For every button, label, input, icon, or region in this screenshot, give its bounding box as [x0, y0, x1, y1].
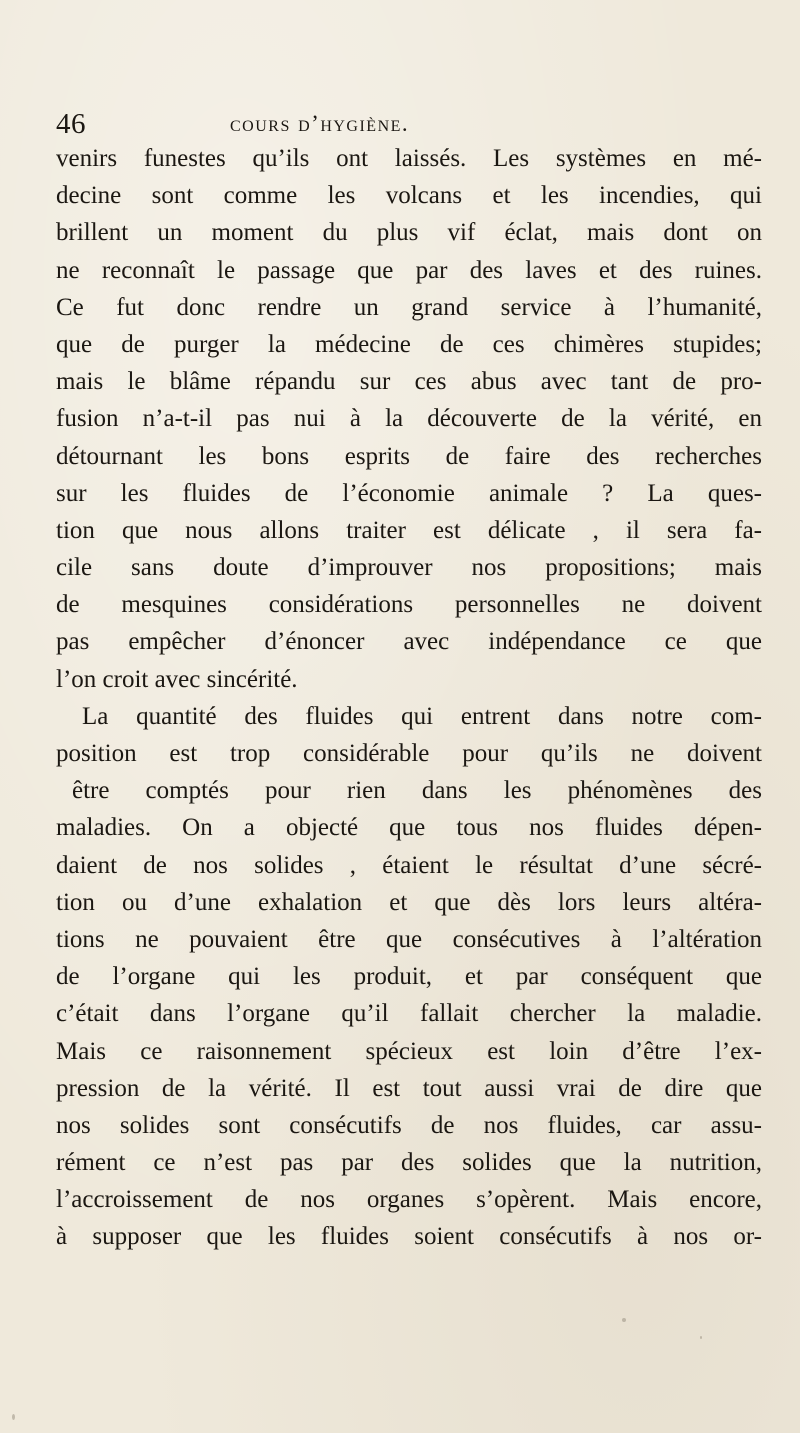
text-line: maladies. On a objecté que tous nos fluides dépen- [56, 814, 762, 842]
paper-speck [700, 1336, 702, 1339]
body-text [56, 140, 762, 1256]
text-line: pression de la vérité. Il est tout aussi vrai de dire que [56, 1074, 762, 1102]
running-title: cours d’hygiène. [230, 111, 410, 136]
text-line: mais le blâme répandu sur ces abus avec tant de pro- [56, 368, 762, 396]
page-header [56, 104, 748, 144]
text-line: position est trop considérable pour qu’ils ne doivent [56, 740, 762, 767]
text-line: l’accroissement de nos organes s’opèrent. Mais encore, [56, 1186, 762, 1214]
text-line: c’était dans l’organe qu’il fallait chercher la maladie. [56, 1000, 762, 1028]
paper-speck [12, 1414, 15, 1420]
text-line: decine sont comme les volcans et les incendies, qui [56, 182, 762, 210]
text-line: cile sans doute d’improuver nos propositions; mais [56, 554, 762, 582]
text-line: brillent un moment du plus vif éclat, mais dont on [56, 219, 762, 247]
text-line: pas empêcher d’énoncer avec indépendance ce que [56, 628, 762, 656]
paper-speck [622, 1318, 626, 1322]
text-line: rément ce n’est pas par des solides que la nutrition, [56, 1149, 762, 1177]
text-line: que de purger la médecine de ces chimères stupides; [56, 330, 762, 358]
paragraph-last-line: l’on croit avec sincérité. [56, 665, 298, 693]
text-line: sur les fluides de l’économie animale ? La ques- [56, 479, 762, 507]
text-line: Mais ce raisonnement spécieux est loin d’être l’ex- [56, 1037, 762, 1065]
paragraph-first-line: La quantité des fluides qui entrent dans notre com- [82, 702, 762, 730]
text-line: détournant les bons esprits de faire des recherches [56, 442, 762, 470]
text-line: être comptés pour rien dans les phénomènes des [72, 777, 762, 805]
text-line: de mesquines considérations personnelles ne doivent [56, 591, 762, 619]
text-line: nos solides sont consécutifs de nos fluides, car assu- [56, 1111, 762, 1139]
page-number: 46 [56, 108, 86, 140]
text-line: Ce fut donc rendre un grand service à l’humanité, [56, 293, 762, 321]
text-line: tions ne pouvaient être que consécutives à l’altération [56, 925, 762, 953]
text-line: tion ou d’une exhalation et que dès lors leurs altéra- [56, 888, 762, 916]
text-line: daient de nos solides , étaient le résultat d’une sécré- [56, 851, 762, 879]
text-line: à supposer que les fluides soient consécutifs à nos or- [56, 1223, 762, 1251]
text-line: de l’organe qui les produit, et par conséquent que [56, 963, 762, 991]
text-line: fusion n’a-t-il pas nui à la découverte de la vérité, en [56, 405, 762, 433]
text-line: venirs funestes qu’ils ont laissés. Les systèmes en mé- [56, 145, 762, 172]
text-line: tion que nous allons traiter est délicate , il sera fa- [56, 516, 762, 544]
text-line: ne reconnaît le passage que par des laves et des ruines. [56, 256, 762, 284]
